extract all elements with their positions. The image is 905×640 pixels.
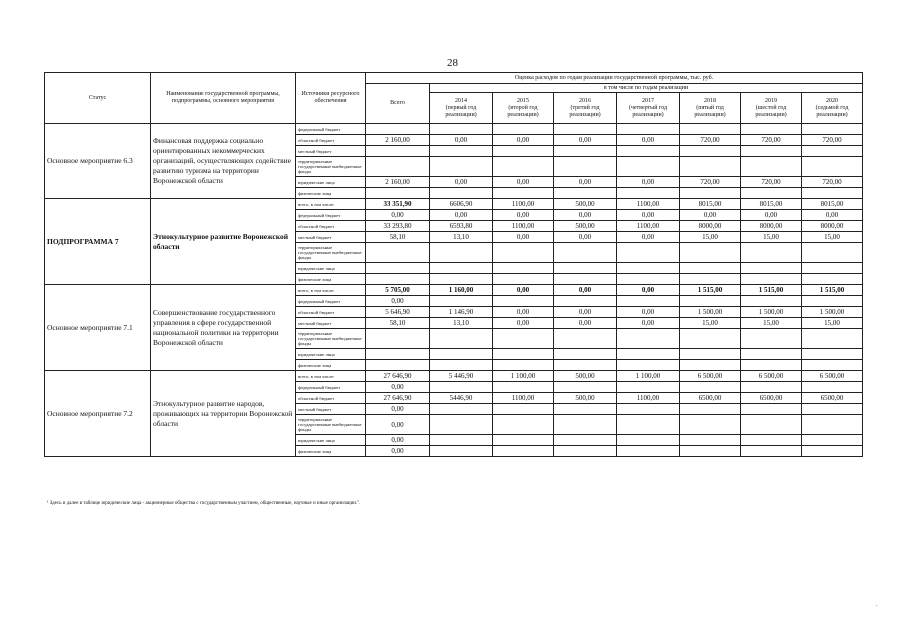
year-value-cell — [680, 146, 741, 157]
year-value-cell — [554, 263, 617, 274]
source-cell: областной бюджет — [296, 307, 366, 318]
year-value-cell: 500,00 — [554, 199, 617, 210]
year-value-cell: 0,00 — [493, 318, 554, 329]
header-year-label: (первый год реализации) — [445, 104, 477, 118]
total-cell: 0,00 — [366, 415, 430, 435]
year-value-cell — [493, 146, 554, 157]
year-value-cell: 8000,00 — [680, 221, 741, 232]
year-value-cell: 1100,00 — [617, 221, 680, 232]
year-value-cell — [680, 263, 741, 274]
year-value-cell — [741, 435, 802, 446]
year-value-cell: 1 515,00 — [802, 285, 863, 296]
year-value-cell — [741, 274, 802, 285]
year-value-cell: 0,00 — [554, 177, 617, 188]
year-value-cell — [617, 263, 680, 274]
source-cell: федеральный бюджет — [296, 210, 366, 221]
year-value-cell: 0,00 — [554, 307, 617, 318]
source-cell: юридические лица — [296, 263, 366, 274]
total-cell: 33 293,80 — [366, 221, 430, 232]
header-year-2018 — [680, 93, 741, 124]
total-cell: 2 160,00 — [366, 177, 430, 188]
year-value-cell: 8015,00 — [802, 199, 863, 210]
source-cell: федеральный бюджет — [296, 296, 366, 307]
total-cell — [366, 124, 430, 135]
year-value-cell — [493, 415, 554, 435]
source-cell: всего, в том числе: — [296, 199, 366, 210]
year-value-cell — [493, 360, 554, 371]
year-value-cell — [617, 188, 680, 199]
year-value-cell: 6 500,00 — [802, 371, 863, 382]
year-value-cell — [617, 274, 680, 285]
row-name: Совершенствование государственного управления в сфере государственной национальной политики на территории Воронежской области — [151, 285, 296, 371]
total-cell: 0,00 — [366, 296, 430, 307]
year-value-cell: 0,00 — [554, 285, 617, 296]
year-value-cell — [554, 415, 617, 435]
year-value-cell: 1100,00 — [493, 199, 554, 210]
row-status: Основное мероприятие 7.2 — [45, 371, 151, 457]
year-value-cell: 0,00 — [617, 285, 680, 296]
total-cell: 0,00 — [366, 382, 430, 393]
year-value-cell — [430, 349, 493, 360]
source-cell: физические лица — [296, 446, 366, 457]
year-value-cell: 500,00 — [554, 221, 617, 232]
header-year-label: (третий год реализации) — [569, 104, 601, 118]
year-value-cell — [741, 188, 802, 199]
year-value-cell — [554, 446, 617, 457]
header-name: Наименование государственной программы, подпрограммы, основного мероприятия — [151, 73, 296, 124]
table-row — [45, 285, 863, 296]
row-status: ПОДПРОГРАММА 7 — [45, 199, 151, 285]
year-value-cell — [741, 263, 802, 274]
year-value-cell: 0,00 — [617, 210, 680, 221]
year-value-cell — [430, 274, 493, 285]
year-value-cell — [493, 263, 554, 274]
year-value-cell — [554, 404, 617, 415]
year-value-cell: 0,00 — [554, 135, 617, 146]
year-value-cell: 1100,00 — [493, 221, 554, 232]
year-value-cell: 720,00 — [741, 135, 802, 146]
year-value-cell — [554, 329, 617, 349]
year-value-cell — [617, 404, 680, 415]
table-row — [45, 199, 863, 210]
source-cell: всего, в том числе: — [296, 371, 366, 382]
year-value-cell — [680, 404, 741, 415]
year-value-cell — [802, 188, 863, 199]
total-cell: 5 646,90 — [366, 307, 430, 318]
year-value-cell — [680, 360, 741, 371]
total-cell: 2 160,00 — [366, 135, 430, 146]
header-year-number: 2018 — [704, 97, 716, 104]
source-cell: территориальные государственные внебюджетные фонды — [296, 157, 366, 177]
row-status: Основное мероприятие 6.3 — [45, 124, 151, 199]
year-value-cell — [554, 274, 617, 285]
year-value-cell — [430, 296, 493, 307]
total-cell: 33 351,90 — [366, 199, 430, 210]
year-value-cell: 720,00 — [741, 177, 802, 188]
source-cell: областной бюджет — [296, 135, 366, 146]
year-value-cell — [802, 243, 863, 263]
year-value-cell: 0,00 — [493, 307, 554, 318]
year-value-cell: 0,00 — [617, 307, 680, 318]
year-value-cell: 6593,80 — [430, 221, 493, 232]
year-value-cell: 1 146,90 — [430, 307, 493, 318]
year-value-cell: 1 100,00 — [493, 371, 554, 382]
year-value-cell — [554, 124, 617, 135]
year-value-cell — [741, 124, 802, 135]
year-value-cell: 720,00 — [802, 135, 863, 146]
year-value-cell — [802, 263, 863, 274]
source-cell: физические лица — [296, 188, 366, 199]
header-year-2015 — [493, 93, 554, 124]
total-cell: 5 705,00 — [366, 285, 430, 296]
source-cell: территориальные государственные внебюджетные фонды — [296, 415, 366, 435]
year-value-cell — [617, 329, 680, 349]
year-value-cell — [493, 157, 554, 177]
year-value-cell: 8000,00 — [741, 221, 802, 232]
year-value-cell: 0,00 — [493, 210, 554, 221]
year-value-cell: 0,00 — [617, 232, 680, 243]
year-value-cell: 13,10 — [430, 318, 493, 329]
year-value-cell: 1 500,00 — [741, 307, 802, 318]
total-cell: 58,10 — [366, 318, 430, 329]
total-cell — [366, 243, 430, 263]
header-year-number: 2019 — [765, 97, 777, 104]
year-value-cell — [493, 349, 554, 360]
year-value-cell: 0,00 — [617, 177, 680, 188]
year-value-cell — [741, 296, 802, 307]
year-value-cell — [617, 243, 680, 263]
year-value-cell — [617, 349, 680, 360]
source-cell: федеральный бюджет — [296, 382, 366, 393]
year-value-cell — [430, 415, 493, 435]
year-value-cell: 5446,90 — [430, 393, 493, 404]
year-value-cell — [802, 360, 863, 371]
year-value-cell — [617, 446, 680, 457]
table-row — [45, 371, 863, 382]
year-value-cell: 15,00 — [680, 318, 741, 329]
year-value-cell — [430, 124, 493, 135]
year-value-cell: 5 446,90 — [430, 371, 493, 382]
year-value-cell: 1100,00 — [493, 393, 554, 404]
year-value-cell — [430, 263, 493, 274]
year-value-cell — [430, 157, 493, 177]
year-value-cell — [617, 415, 680, 435]
year-value-cell — [430, 329, 493, 349]
year-value-cell: 15,00 — [741, 318, 802, 329]
year-value-cell — [430, 146, 493, 157]
year-value-cell — [741, 146, 802, 157]
year-value-cell — [617, 157, 680, 177]
total-cell — [366, 329, 430, 349]
year-value-cell — [617, 360, 680, 371]
header-year-label: (седьмой год реализации) — [815, 104, 849, 118]
year-value-cell — [554, 435, 617, 446]
year-value-cell — [802, 296, 863, 307]
total-cell — [366, 274, 430, 285]
year-value-cell — [493, 382, 554, 393]
year-value-cell — [680, 157, 741, 177]
year-value-cell: 0,00 — [554, 232, 617, 243]
year-value-cell — [802, 349, 863, 360]
source-cell: местный бюджет — [296, 146, 366, 157]
year-value-cell: 500,00 — [554, 371, 617, 382]
year-value-cell: 6606,90 — [430, 199, 493, 210]
row-name: Этнокультурное развитие Воронежской области — [151, 199, 296, 285]
year-value-cell: 6 500,00 — [680, 371, 741, 382]
year-value-cell — [741, 349, 802, 360]
year-value-cell — [493, 124, 554, 135]
source-cell: юридические лица — [296, 435, 366, 446]
total-cell — [366, 360, 430, 371]
year-value-cell — [430, 435, 493, 446]
year-value-cell — [617, 146, 680, 157]
year-value-cell: 720,00 — [802, 177, 863, 188]
year-value-cell — [554, 296, 617, 307]
header-year-2019 — [741, 93, 802, 124]
source-cell: физические лица — [296, 274, 366, 285]
year-value-cell — [741, 446, 802, 457]
year-value-cell: 500,00 — [554, 393, 617, 404]
year-value-cell: 0,00 — [554, 318, 617, 329]
year-value-cell: 0,00 — [430, 135, 493, 146]
year-value-cell: 6500,00 — [802, 393, 863, 404]
year-value-cell: 0,00 — [802, 210, 863, 221]
year-value-cell: 0,00 — [617, 135, 680, 146]
year-value-cell — [493, 243, 554, 263]
row-status: Основное мероприятие 7.1 — [45, 285, 151, 371]
budget-table — [44, 72, 863, 457]
header-total: Всего — [366, 84, 430, 124]
year-value-cell: 6500,00 — [741, 393, 802, 404]
source-cell: местный бюджет — [296, 404, 366, 415]
year-value-cell — [554, 188, 617, 199]
source-cell: территориальные государственные внебюджетные фонды — [296, 329, 366, 349]
header-year-number: 2017 — [642, 97, 654, 104]
year-value-cell — [802, 329, 863, 349]
header-year-label: (пятый год реализации) — [694, 104, 726, 118]
year-value-cell: 8015,00 — [680, 199, 741, 210]
year-value-cell: 0,00 — [430, 210, 493, 221]
footnote: ¹ Здесь и далее в таблице юридические лица - акционерные общества с государственным участием, общественные, научные и иные организации.". — [47, 501, 361, 506]
year-value-cell — [680, 329, 741, 349]
total-cell — [366, 157, 430, 177]
year-value-cell: 15,00 — [680, 232, 741, 243]
year-value-cell — [680, 188, 741, 199]
year-value-cell — [680, 446, 741, 457]
year-value-cell — [493, 274, 554, 285]
year-value-cell — [741, 243, 802, 263]
year-value-cell — [680, 435, 741, 446]
header-year-label: (четвертый год реализации) — [628, 104, 668, 118]
year-value-cell — [680, 243, 741, 263]
year-value-cell — [741, 415, 802, 435]
total-cell: 58,10 — [366, 232, 430, 243]
year-value-cell: 720,00 — [680, 135, 741, 146]
year-value-cell: 0,00 — [493, 232, 554, 243]
year-value-cell — [802, 446, 863, 457]
year-value-cell: 0,00 — [493, 285, 554, 296]
source-cell: юридические лица — [296, 177, 366, 188]
year-value-cell: 1100,00 — [617, 199, 680, 210]
year-value-cell: 1 500,00 — [802, 307, 863, 318]
year-value-cell — [554, 243, 617, 263]
year-value-cell — [430, 404, 493, 415]
year-value-cell: 720,00 — [680, 177, 741, 188]
total-cell: 0,00 — [366, 404, 430, 415]
year-value-cell — [493, 296, 554, 307]
year-value-cell — [430, 446, 493, 457]
year-value-cell: 6500,00 — [680, 393, 741, 404]
year-value-cell: 1 500,00 — [680, 307, 741, 318]
header-year-2017 — [617, 93, 680, 124]
year-value-cell — [680, 296, 741, 307]
year-value-cell — [802, 157, 863, 177]
year-value-cell — [617, 382, 680, 393]
year-value-cell: 1 160,00 — [430, 285, 493, 296]
year-value-cell: 15,00 — [802, 232, 863, 243]
page-mark: . — [876, 602, 878, 608]
source-cell: областной бюджет — [296, 221, 366, 232]
total-cell — [366, 263, 430, 274]
year-value-cell — [430, 382, 493, 393]
year-value-cell: 8000,00 — [802, 221, 863, 232]
year-value-cell — [430, 243, 493, 263]
row-name: Финансовая поддержка социально ориентированных некоммерческих организаций, осуществляющих содействие развитию туризма на территории Воронежской области — [151, 124, 296, 199]
year-value-cell — [493, 329, 554, 349]
year-value-cell — [493, 188, 554, 199]
total-cell: 27 646,90 — [366, 393, 430, 404]
header-sources: Источники ресурсного обеспечения — [296, 73, 366, 124]
year-value-cell — [680, 415, 741, 435]
year-value-cell — [802, 146, 863, 157]
year-value-cell — [617, 296, 680, 307]
header-estimate: Оценка расходов по годам реализации государственной программы, тыс. руб. — [366, 73, 863, 84]
header-year-2020 — [802, 93, 863, 124]
year-value-cell — [680, 382, 741, 393]
table-row — [45, 124, 863, 135]
total-cell: 0,00 — [366, 446, 430, 457]
total-cell: 0,00 — [366, 210, 430, 221]
year-value-cell — [493, 446, 554, 457]
year-value-cell — [554, 157, 617, 177]
year-value-cell: 0,00 — [617, 318, 680, 329]
year-value-cell — [680, 274, 741, 285]
source-cell: территориальные государственные внебюджетные фонды — [296, 243, 366, 263]
year-value-cell — [802, 435, 863, 446]
row-name: Этнокультурное развитие народов, проживающих на территории Воронежской области — [151, 371, 296, 457]
year-value-cell: 8015,00 — [741, 199, 802, 210]
total-cell: 0,00 — [366, 435, 430, 446]
year-value-cell — [430, 360, 493, 371]
total-cell — [366, 188, 430, 199]
total-cell: 27 646,90 — [366, 371, 430, 382]
total-cell — [366, 146, 430, 157]
year-value-cell — [680, 349, 741, 360]
year-value-cell: 1 100,00 — [617, 371, 680, 382]
header-year-label: (шестой год реализации) — [755, 104, 787, 118]
header-year-2014 — [430, 93, 493, 124]
year-value-cell: 1100,00 — [617, 393, 680, 404]
source-cell: федеральный бюджет — [296, 124, 366, 135]
header-year-number: 2015 — [517, 97, 529, 104]
page-number: 28 — [447, 57, 458, 69]
year-value-cell — [802, 415, 863, 435]
year-value-cell: 6 500,00 — [741, 371, 802, 382]
year-value-cell: 1 515,00 — [680, 285, 741, 296]
year-value-cell — [554, 146, 617, 157]
source-cell: всего, в том числе: — [296, 285, 366, 296]
year-value-cell — [554, 349, 617, 360]
source-cell: юридические лица — [296, 349, 366, 360]
year-value-cell — [741, 157, 802, 177]
year-value-cell: 15,00 — [741, 232, 802, 243]
year-value-cell — [493, 404, 554, 415]
header-year-2016 — [554, 93, 617, 124]
year-value-cell — [430, 188, 493, 199]
year-value-cell: 15,00 — [802, 318, 863, 329]
header-year-number: 2016 — [579, 97, 591, 104]
year-value-cell — [554, 360, 617, 371]
source-cell: физические лица — [296, 360, 366, 371]
year-value-cell: 0,00 — [680, 210, 741, 221]
year-value-cell — [741, 382, 802, 393]
header-incl: в том числе по годам реализации — [430, 84, 863, 93]
year-value-cell — [802, 124, 863, 135]
year-value-cell: 0,00 — [430, 177, 493, 188]
source-cell: местный бюджет — [296, 318, 366, 329]
year-value-cell: 0,00 — [741, 210, 802, 221]
year-value-cell — [741, 360, 802, 371]
year-value-cell — [802, 274, 863, 285]
year-value-cell — [617, 435, 680, 446]
source-cell: местный бюджет — [296, 232, 366, 243]
year-value-cell — [802, 404, 863, 415]
header-status: Статус — [45, 73, 151, 124]
year-value-cell — [741, 329, 802, 349]
header-year-number: 2020 — [826, 97, 838, 104]
year-value-cell — [554, 382, 617, 393]
year-value-cell: 13,10 — [430, 232, 493, 243]
year-value-cell: 0,00 — [493, 135, 554, 146]
source-cell: областной бюджет — [296, 393, 366, 404]
year-value-cell — [493, 435, 554, 446]
year-value-cell — [802, 382, 863, 393]
year-value-cell: 0,00 — [493, 177, 554, 188]
year-value-cell: 1 515,00 — [741, 285, 802, 296]
year-value-cell — [680, 124, 741, 135]
year-value-cell: 0,00 — [554, 210, 617, 221]
total-cell — [366, 349, 430, 360]
year-value-cell — [617, 124, 680, 135]
header-year-label: (второй год реализации) — [507, 104, 539, 118]
header-year-number: 2014 — [455, 97, 467, 104]
year-value-cell — [741, 404, 802, 415]
